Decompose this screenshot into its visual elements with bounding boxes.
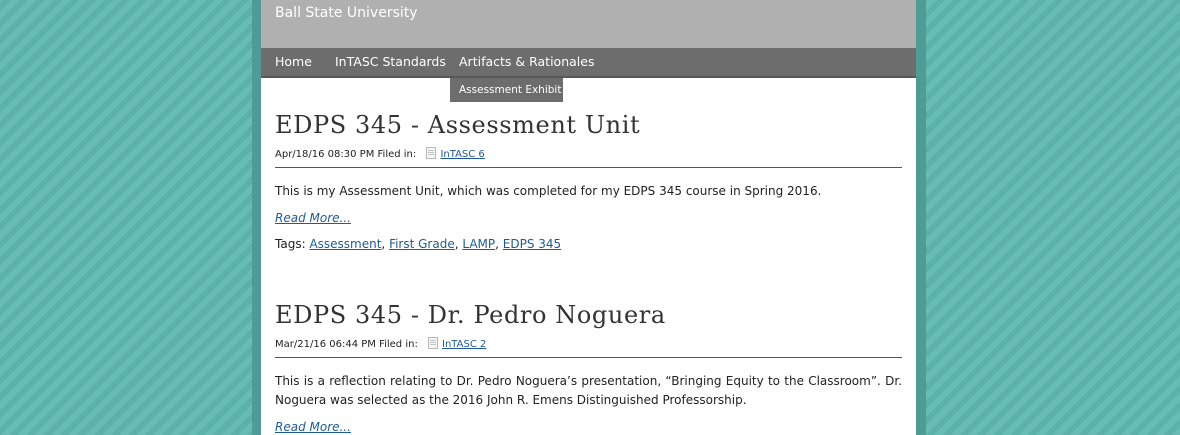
- nav-intasc-standards[interactable]: InTASC Standards: [335, 54, 446, 69]
- post-meta: [275, 337, 902, 353]
- post-excerpt: This is a reflection relating to Dr. Pedro Noguera’s presentation, “Bringing Equity to the Classroom”. Dr. Noguera was selected as the 2016 John R. Emens Distinguished Professorship.: [275, 374, 902, 407]
- site-header: [261, 0, 916, 48]
- tag-link-edps-345[interactable]: EDPS 345: [502, 237, 562, 251]
- main-navigation: [261, 48, 916, 78]
- site-subtitle: Ball State University: [275, 5, 418, 21]
- blog-post: [275, 300, 902, 435]
- tag-link-lamp[interactable]: LAMP: [462, 237, 496, 251]
- blog-post: [275, 110, 902, 251]
- read-more-link[interactable]: Read More...: [275, 420, 351, 434]
- tags-label: Tags:: [275, 237, 306, 251]
- post-meta: [275, 147, 902, 163]
- page-content: [261, 0, 916, 435]
- nav-artifacts-rationales[interactable]: Artifacts & Rationales: [459, 54, 595, 69]
- artifacts-submenu: [450, 78, 563, 102]
- post-divider: [275, 357, 902, 358]
- tag-link-assessment[interactable]: Assessment: [309, 237, 382, 251]
- post-date: Apr/18/16 08:30 PM: [275, 149, 375, 160]
- filed-in-label: Filed in:: [377, 149, 417, 160]
- filed-in-label: Filed in:: [379, 339, 418, 350]
- post-title[interactable]: EDPS 345 - Dr. Pedro Noguera: [275, 301, 666, 329]
- post-divider: [275, 167, 902, 168]
- post-excerpt: This is my Assessment Unit, which was completed for my EDPS 345 course in Spring 2016.: [275, 184, 822, 198]
- post-tags: Tags: Assessment, First Grade, LAMP, EDPS 345: [275, 237, 562, 251]
- submenu-assessment-exhibit[interactable]: Assessment Exhibit: [459, 84, 562, 96]
- nav-home[interactable]: Home: [275, 54, 312, 69]
- post-title[interactable]: EDPS 345 - Assessment Unit: [275, 111, 641, 139]
- post-date: Mar/21/16 06:44 PM: [275, 339, 376, 350]
- tag-link-first-grade[interactable]: First Grade: [389, 237, 455, 251]
- document-icon: [428, 337, 438, 349]
- document-icon: [426, 147, 436, 159]
- read-more-link[interactable]: Read More...: [275, 211, 351, 225]
- post-category-link[interactable]: InTASC 6: [440, 149, 485, 160]
- post-category-link[interactable]: InTASC 2: [442, 339, 487, 350]
